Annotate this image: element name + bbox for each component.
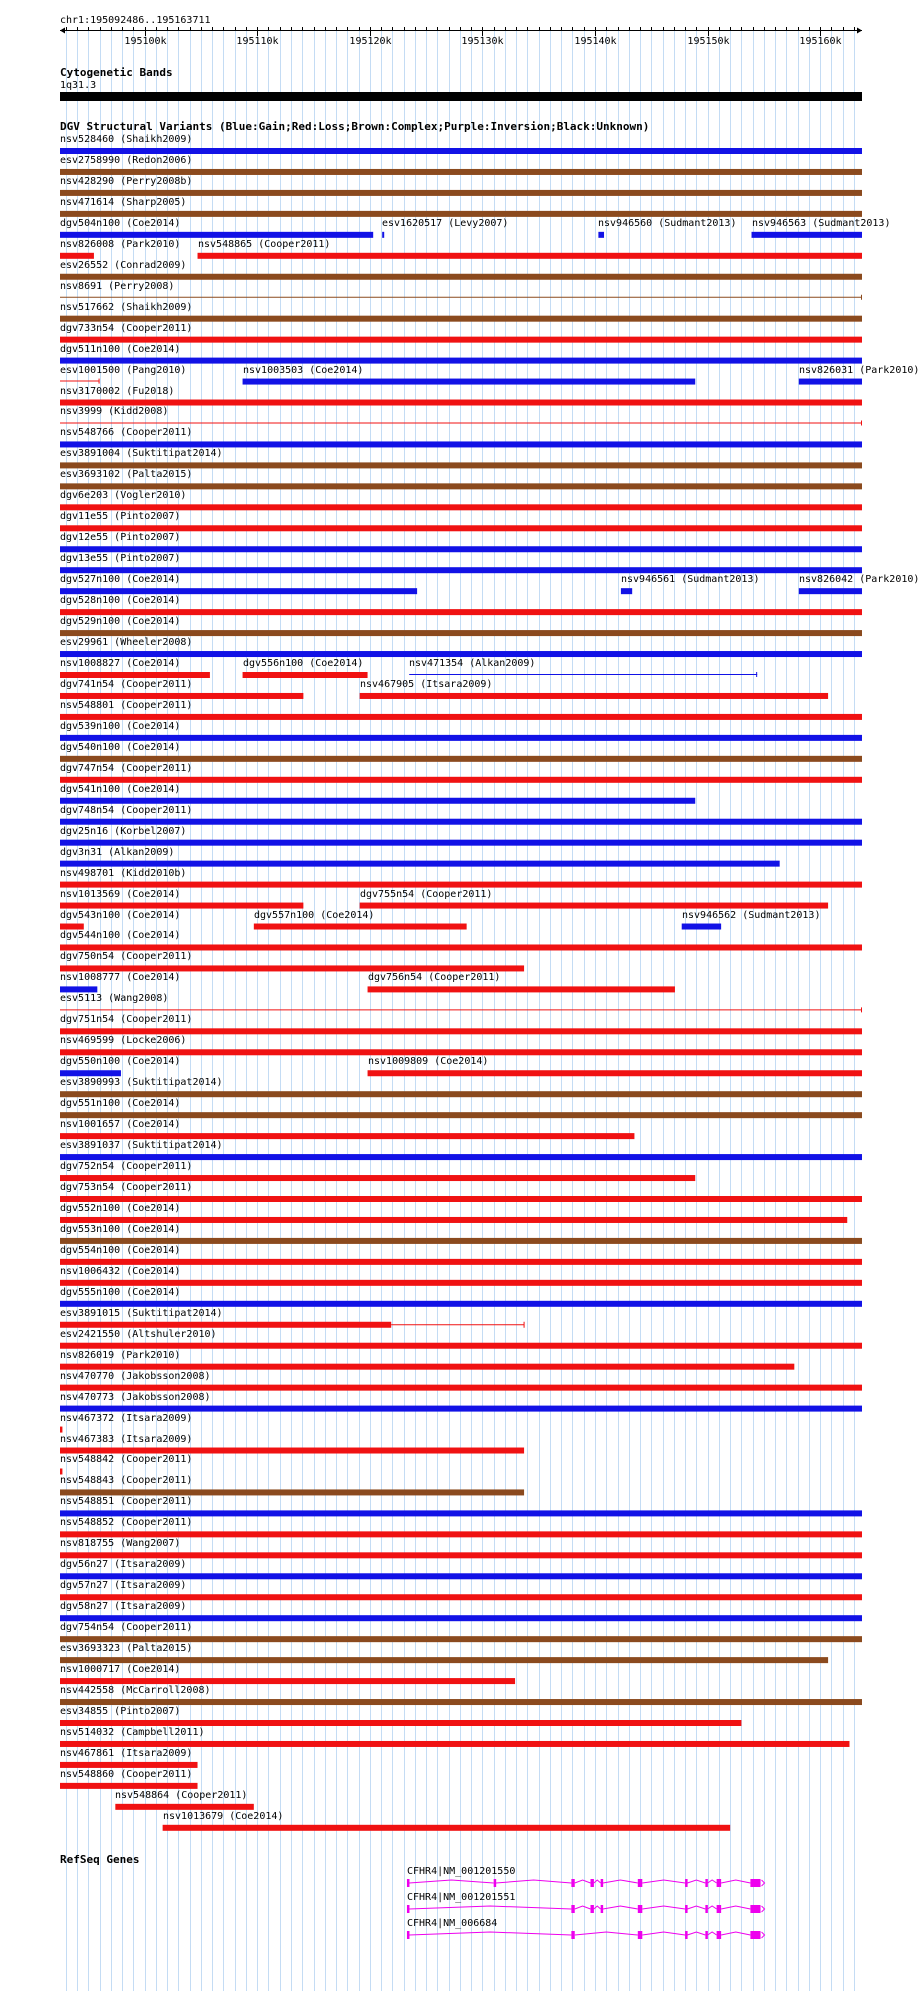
sv-label[interactable]: nsv946562 (Sudmant2013) bbox=[682, 910, 821, 921]
ruler-tick-label: 195130k bbox=[461, 36, 504, 47]
sv-feature-bar[interactable] bbox=[60, 1594, 862, 1600]
sv-label[interactable]: nsv826019 (Park2010) bbox=[60, 1350, 181, 1361]
sv-label[interactable]: dgv504n100 (Coe2014) bbox=[60, 218, 181, 229]
sv-feature-bar[interactable] bbox=[60, 253, 94, 259]
sv-feature-bar[interactable] bbox=[60, 1427, 62, 1433]
sv-label[interactable]: nsv528460 (Shaikh2009) bbox=[60, 134, 193, 145]
sv-label[interactable]: nsv1003503 (Coe2014) bbox=[243, 365, 364, 376]
sv-feature-bar[interactable] bbox=[60, 1720, 741, 1726]
sv-feature-bar[interactable] bbox=[60, 525, 862, 531]
sv-feature-bar[interactable] bbox=[60, 274, 862, 280]
sv-label[interactable]: dgv754n54 (Cooper2011) bbox=[60, 1622, 193, 1633]
sv-feature-bar[interactable] bbox=[60, 1238, 862, 1244]
sv-label[interactable]: dgv551n100 (Coe2014) bbox=[60, 1098, 181, 1109]
sv-feature-bar[interactable] bbox=[60, 232, 373, 238]
sv-feature-bar[interactable] bbox=[60, 903, 303, 909]
sv-label[interactable]: nsv1013569 (Coe2014) bbox=[60, 889, 181, 900]
sv-feature-bar[interactable] bbox=[60, 944, 862, 950]
sv-label[interactable]: nsv826031 (Park2010) bbox=[799, 365, 919, 376]
sv-label[interactable]: nsv442558 (McCarroll2008) bbox=[60, 1685, 211, 1696]
sv-label[interactable]: nsv471614 (Sharp2005) bbox=[60, 197, 187, 208]
sv-feature-bar[interactable] bbox=[60, 169, 862, 175]
sv-feature-bar[interactable] bbox=[60, 316, 862, 322]
sv-feature-bar[interactable] bbox=[60, 567, 862, 573]
sv-label[interactable]: nsv1009809 (Coe2014) bbox=[368, 1056, 489, 1067]
sv-label[interactable]: dgv554n100 (Coe2014) bbox=[60, 1245, 181, 1256]
sv-label[interactable]: dgv747n54 (Cooper2011) bbox=[60, 763, 193, 774]
sv-label[interactable]: nsv548860 (Cooper2011) bbox=[60, 1769, 193, 1780]
sv-label[interactable]: dgv6e203 (Vogler2010) bbox=[60, 490, 187, 501]
sv-label[interactable]: nsv548801 (Cooper2011) bbox=[60, 700, 193, 711]
sv-feature-bar[interactable] bbox=[598, 232, 604, 238]
sv-label[interactable]: dgv539n100 (Coe2014) bbox=[60, 721, 181, 732]
sv-label[interactable]: dgv741n54 (Cooper2011) bbox=[60, 679, 193, 690]
sv-label[interactable]: dgv748n54 (Cooper2011) bbox=[60, 805, 193, 816]
sv-feature-bar[interactable] bbox=[752, 232, 862, 238]
sv-label[interactable]: dgv756n54 (Cooper2011) bbox=[368, 972, 501, 983]
ruler-tick-label: 195120k bbox=[349, 36, 392, 47]
sv-feature-bar[interactable] bbox=[60, 190, 862, 196]
ruler-tick-label: 195160k bbox=[799, 36, 842, 47]
sv-feature-bar[interactable] bbox=[60, 1783, 198, 1789]
sv-feature-bar[interactable] bbox=[60, 441, 862, 447]
sv-label[interactable]: nsv471354 (Alkan2009) bbox=[409, 658, 536, 669]
sv-feature-bar[interactable] bbox=[60, 1112, 862, 1118]
sv-label[interactable]: dgv752n54 (Cooper2011) bbox=[60, 1161, 193, 1172]
sv-feature-bar[interactable] bbox=[60, 1531, 862, 1537]
sv-feature-bar[interactable] bbox=[254, 924, 467, 930]
sv-label[interactable]: nsv3170002 (Fu2018) bbox=[60, 386, 175, 397]
sv-feature-bar[interactable] bbox=[360, 903, 828, 909]
sv-label[interactable]: nsv514032 (Campbell2011) bbox=[60, 1727, 205, 1738]
sv-feature-bar[interactable] bbox=[60, 735, 862, 741]
sv-feature-bar[interactable] bbox=[60, 798, 695, 804]
sv-feature-bar[interactable] bbox=[243, 672, 368, 678]
sv-feature-bar[interactable] bbox=[115, 1804, 253, 1810]
sv-feature-bar[interactable] bbox=[621, 588, 632, 594]
sv-feature-bar[interactable] bbox=[382, 232, 384, 238]
sv-label[interactable]: esv3891004 (Suktitipat2014) bbox=[60, 448, 223, 459]
sv-feature-bar[interactable] bbox=[60, 1154, 862, 1160]
sv-feature-bar[interactable] bbox=[243, 379, 696, 385]
sv-label[interactable]: nsv818755 (Wang2007) bbox=[60, 1538, 181, 1549]
sv-label[interactable]: nsv517662 (Shaikh2009) bbox=[60, 302, 193, 313]
sv-feature-bar[interactable] bbox=[60, 1448, 524, 1454]
ruler-tick-label: 195150k bbox=[687, 36, 730, 47]
sv-feature-bar[interactable] bbox=[60, 1301, 862, 1307]
sv-label[interactable]: nsv469599 (Locke2006) bbox=[60, 1035, 187, 1046]
sv-feature-bar[interactable] bbox=[60, 1343, 862, 1349]
sv-feature-bar[interactable] bbox=[60, 1762, 198, 1768]
sv-feature-bar[interactable] bbox=[60, 1385, 862, 1391]
sv-feature-bar[interactable] bbox=[60, 337, 862, 343]
sv-label[interactable]: dgv751n54 (Cooper2011) bbox=[60, 1014, 193, 1025]
sv-feature-bar[interactable] bbox=[60, 358, 862, 364]
sv-label[interactable]: nsv3999 (Kidd2008) bbox=[60, 406, 169, 417]
sv-label[interactable]: nsv826042 (Park2010) bbox=[799, 574, 919, 585]
sv-feature-bar[interactable] bbox=[60, 1678, 515, 1684]
sv-feature-bar[interactable] bbox=[60, 1468, 62, 1474]
sv-feature-bar[interactable] bbox=[60, 148, 862, 154]
sv-feature-bar[interactable] bbox=[60, 1657, 828, 1663]
locus-label: chr1:195092486..195163711 bbox=[60, 15, 211, 26]
sv-feature-bar[interactable] bbox=[60, 986, 97, 992]
sv-label[interactable]: dgv13e55 (Pinto2007) bbox=[60, 553, 181, 564]
sv-label[interactable]: dgv57n27 (Itsara2009) bbox=[60, 1580, 187, 1591]
sv-label[interactable]: dgv552n100 (Coe2014) bbox=[60, 1203, 181, 1214]
sv-feature-bar[interactable] bbox=[60, 483, 862, 489]
sv-feature-bar[interactable] bbox=[360, 693, 828, 699]
sv-label[interactable]: dgv3n31 (Alkan2009) bbox=[60, 847, 175, 858]
ruler-tick-label: 195140k bbox=[574, 36, 617, 47]
refseq-track-title: RefSeq Genes bbox=[60, 1853, 140, 1866]
sv-label[interactable]: dgv25n16 (Korbel2007) bbox=[60, 826, 187, 837]
sv-feature-bar[interactable] bbox=[60, 609, 862, 615]
sv-label[interactable]: nsv498701 (Kidd2010b) bbox=[60, 868, 187, 879]
sv-feature-bar[interactable] bbox=[60, 693, 303, 699]
sv-label[interactable]: nsv548842 (Cooper2011) bbox=[60, 1454, 193, 1465]
sv-label[interactable]: nsv548851 (Cooper2011) bbox=[60, 1496, 193, 1507]
sv-feature-bar[interactable] bbox=[60, 924, 84, 930]
sv-label[interactable]: esv3891037 (Suktitipat2014) bbox=[60, 1140, 223, 1151]
sv-label[interactable]: dgv750n54 (Cooper2011) bbox=[60, 951, 193, 962]
sv-feature-bar[interactable] bbox=[60, 756, 862, 762]
sv-label[interactable]: dgv511n100 (Coe2014) bbox=[60, 344, 181, 355]
sv-label[interactable]: esv3693323 (Palta2015) bbox=[60, 1643, 193, 1654]
gene-label[interactable]: CFHR4|NM_001201550 bbox=[407, 1866, 516, 1877]
sv-label[interactable]: nsv548864 (Cooper2011) bbox=[115, 1790, 248, 1801]
sv-label[interactable]: esv2758990 (Redon2006) bbox=[60, 155, 193, 166]
sv-feature-bar[interactable] bbox=[60, 1510, 862, 1516]
sv-label[interactable]: dgv555n100 (Coe2014) bbox=[60, 1287, 181, 1298]
sv-label[interactable]: nsv470770 (Jakobsson2008) bbox=[60, 1371, 211, 1382]
sv-feature-bar[interactable] bbox=[60, 211, 862, 217]
sv-label[interactable]: dgv557n100 (Coe2014) bbox=[254, 910, 375, 921]
ruler-tick-label: 195100k bbox=[124, 36, 167, 47]
sv-label[interactable]: nsv1013679 (Coe2014) bbox=[163, 1811, 284, 1822]
sv-feature-bar[interactable] bbox=[163, 1825, 731, 1831]
dgv-track-title: DGV Structural Variants (Blue:Gain;Red:Loss;Brown:Complex;Purple:Inversion;Black:Unknown) bbox=[60, 120, 650, 133]
sv-label[interactable]: nsv826008 (Park2010) bbox=[60, 239, 181, 250]
sv-label[interactable]: nsv946561 (Sudmant2013) bbox=[621, 574, 760, 585]
sv-label[interactable]: esv29961 (Wheeler2008) bbox=[60, 637, 193, 648]
sv-label[interactable]: dgv553n100 (Coe2014) bbox=[60, 1224, 181, 1235]
sv-feature-bar[interactable] bbox=[60, 1741, 849, 1747]
sv-label[interactable]: esv2421550 (Altshuler2010) bbox=[60, 1329, 217, 1340]
sv-label[interactable]: esv3693102 (Palta2015) bbox=[60, 469, 193, 480]
sv-label[interactable]: esv34855 (Pinto2007) bbox=[60, 1706, 181, 1717]
sv-label[interactable]: dgv755n54 (Cooper2011) bbox=[360, 889, 493, 900]
sv-feature-bar[interactable] bbox=[60, 546, 862, 552]
sv-label[interactable]: esv1620517 (Levy2007) bbox=[382, 218, 509, 229]
sv-label[interactable]: nsv946560 (Sudmant2013) bbox=[598, 218, 737, 229]
sv-feature-bar[interactable] bbox=[60, 504, 862, 510]
sv-feature-bar[interactable] bbox=[60, 462, 862, 468]
sv-label[interactable]: esv26552 (Conrad2009) bbox=[60, 260, 187, 271]
sv-feature-bar[interactable] bbox=[799, 588, 862, 594]
sv-label[interactable]: nsv428290 (Perry2008b) bbox=[60, 176, 193, 187]
sv-feature-bar[interactable] bbox=[198, 253, 862, 259]
sv-label[interactable]: esv5113 (Wang2008) bbox=[60, 993, 169, 1004]
sv-feature-bar[interactable] bbox=[60, 1091, 862, 1097]
sv-label[interactable]: dgv529n100 (Coe2014) bbox=[60, 616, 181, 627]
gene-label[interactable]: CFHR4|NM_001201551 bbox=[407, 1892, 516, 1903]
sv-feature-bar[interactable] bbox=[60, 1364, 794, 1370]
sv-label[interactable]: nsv548843 (Cooper2011) bbox=[60, 1475, 193, 1486]
sv-feature-bar[interactable] bbox=[60, 1196, 862, 1202]
sv-label[interactable]: nsv467383 (Itsara2009) bbox=[60, 1434, 193, 1445]
sv-label[interactable]: dgv733n54 (Cooper2011) bbox=[60, 323, 193, 334]
sv-label[interactable]: dgv527n100 (Coe2014) bbox=[60, 574, 181, 585]
sv-feature-bar[interactable] bbox=[60, 861, 780, 867]
sv-feature-bar[interactable] bbox=[60, 714, 862, 720]
sv-label[interactable]: nsv548852 (Cooper2011) bbox=[60, 1517, 193, 1528]
sv-label[interactable]: dgv540n100 (Coe2014) bbox=[60, 742, 181, 753]
sv-feature-bar[interactable] bbox=[60, 1049, 862, 1055]
sv-label[interactable]: nsv467861 (Itsara2009) bbox=[60, 1748, 193, 1759]
sv-feature-bar[interactable] bbox=[60, 1573, 862, 1579]
cytoband-track-title: Cytogenetic Bands bbox=[60, 66, 173, 79]
sv-label[interactable]: nsv1001657 (Coe2014) bbox=[60, 1119, 181, 1130]
sv-label[interactable]: dgv550n100 (Coe2014) bbox=[60, 1056, 181, 1067]
ruler-tick-label: 195110k bbox=[236, 36, 279, 47]
sv-feature-bar[interactable] bbox=[60, 1175, 695, 1181]
sv-feature-bar[interactable] bbox=[799, 379, 862, 385]
sv-label[interactable]: nsv1008827 (Coe2014) bbox=[60, 658, 181, 669]
sv-feature-bar[interactable] bbox=[60, 965, 524, 971]
sv-label[interactable]: esv3890993 (Suktitipat2014) bbox=[60, 1077, 223, 1088]
sv-label[interactable]: nsv548766 (Cooper2011) bbox=[60, 427, 193, 438]
sv-feature-bar[interactable] bbox=[682, 924, 721, 930]
sv-label[interactable]: esv1001500 (Pang2010) bbox=[60, 365, 187, 376]
sv-feature-bar[interactable] bbox=[368, 986, 675, 992]
sv-feature-bar[interactable] bbox=[60, 1552, 862, 1558]
sv-feature-bar[interactable] bbox=[60, 1259, 862, 1265]
sv-feature-bar[interactable] bbox=[60, 1615, 862, 1621]
sv-feature-bar[interactable] bbox=[60, 630, 862, 636]
sv-label[interactable]: nsv1006432 (Coe2014) bbox=[60, 1266, 181, 1277]
sv-feature-bar[interactable] bbox=[60, 400, 862, 406]
sv-label[interactable]: nsv8691 (Perry2008) bbox=[60, 281, 175, 292]
sv-label[interactable]: nsv470773 (Jakobsson2008) bbox=[60, 1392, 211, 1403]
sv-label[interactable]: dgv11e55 (Pinto2007) bbox=[60, 511, 181, 522]
sv-label[interactable]: esv3891015 (Suktitipat2014) bbox=[60, 1308, 223, 1319]
sv-feature-bar[interactable] bbox=[60, 1322, 391, 1328]
sv-label[interactable]: nsv548865 (Cooper2011) bbox=[198, 239, 331, 250]
sv-feature-bar[interactable] bbox=[60, 1280, 862, 1286]
sv-label[interactable]: nsv1008777 (Coe2014) bbox=[60, 972, 181, 983]
sv-feature-bar[interactable] bbox=[368, 1070, 862, 1076]
sv-label[interactable]: nsv467372 (Itsara2009) bbox=[60, 1413, 193, 1424]
sv-feature-bar[interactable] bbox=[60, 672, 210, 678]
sv-feature-bar[interactable] bbox=[60, 1489, 524, 1495]
sv-label[interactable]: dgv12e55 (Pinto2007) bbox=[60, 532, 181, 543]
sv-feature-bar[interactable] bbox=[60, 588, 417, 594]
sv-label[interactable]: dgv541n100 (Coe2014) bbox=[60, 784, 181, 795]
sv-label[interactable]: dgv556n100 (Coe2014) bbox=[243, 658, 364, 669]
sv-label[interactable]: nsv467905 (Itsara2009) bbox=[360, 679, 493, 690]
sv-feature-bar[interactable] bbox=[60, 1133, 634, 1139]
sv-feature-bar[interactable] bbox=[60, 651, 862, 657]
sv-feature-bar[interactable] bbox=[60, 1070, 121, 1076]
cytoband-label: 1q31.3 bbox=[60, 80, 97, 91]
sv-feature-bar[interactable] bbox=[60, 1699, 862, 1705]
sv-feature-bar[interactable] bbox=[60, 882, 862, 888]
sv-feature-bar[interactable] bbox=[60, 1406, 862, 1412]
sv-label[interactable]: dgv544n100 (Coe2014) bbox=[60, 930, 181, 941]
sv-label[interactable]: dgv753n54 (Cooper2011) bbox=[60, 1182, 193, 1193]
sv-feature-bar[interactable] bbox=[60, 840, 862, 846]
sv-feature-bar[interactable] bbox=[60, 1636, 862, 1642]
sv-feature-bar[interactable] bbox=[60, 777, 862, 783]
sv-feature-bar[interactable] bbox=[60, 1217, 847, 1223]
sv-label[interactable]: dgv528n100 (Coe2014) bbox=[60, 595, 181, 606]
gene-label[interactable]: CFHR4|NM_006684 bbox=[407, 1918, 498, 1929]
sv-feature-bar[interactable] bbox=[60, 1028, 862, 1034]
sv-feature-bar[interactable] bbox=[60, 819, 862, 825]
sv-label[interactable]: nsv1000717 (Coe2014) bbox=[60, 1664, 181, 1675]
sv-label[interactable]: nsv946563 (Sudmant2013) bbox=[752, 218, 891, 229]
sv-label[interactable]: dgv56n27 (Itsara2009) bbox=[60, 1559, 187, 1570]
sv-label[interactable]: dgv58n27 (Itsara2009) bbox=[60, 1601, 187, 1612]
sv-label[interactable]: dgv543n100 (Coe2014) bbox=[60, 910, 181, 921]
